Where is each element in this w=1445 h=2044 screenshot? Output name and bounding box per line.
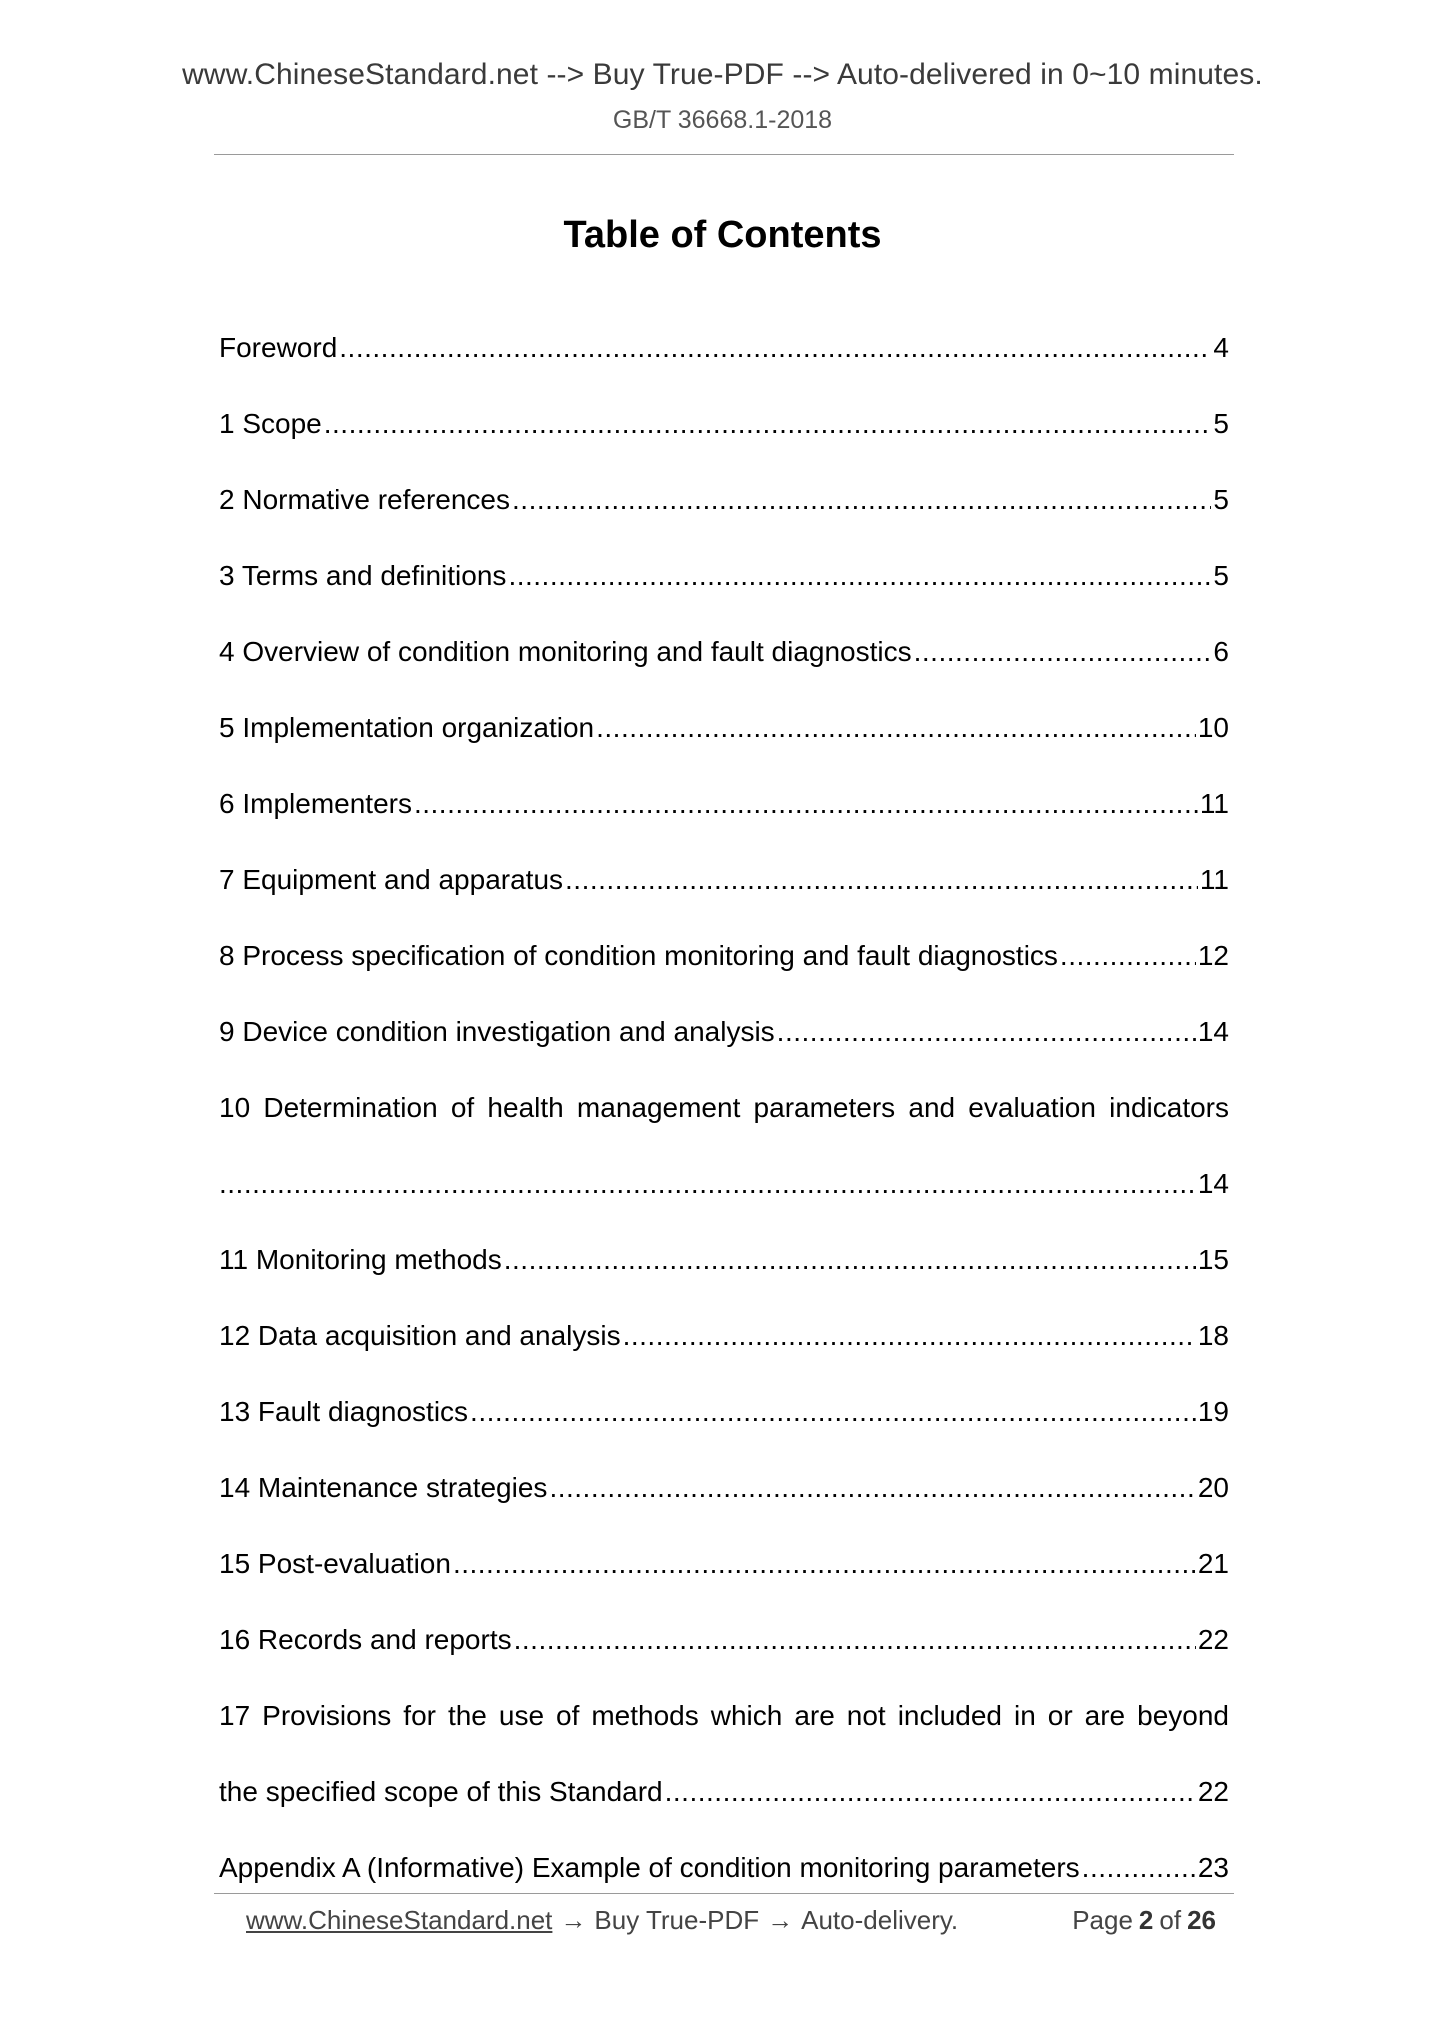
- toc-entry-provisions[interactable]: [219, 1678, 1229, 1754]
- footer-buy-text: Buy True-PDF: [594, 1904, 760, 1935]
- page-label: Page: [1072, 1904, 1133, 1935]
- header-divider: [214, 154, 1234, 155]
- toc-entry-monitoring-methods[interactable]: [219, 1222, 1229, 1298]
- toc-leader-dots: [623, 1320, 1196, 1352]
- toc-entry-title: 4 Overview of condition monitoring and fault diagnostics: [219, 636, 912, 667]
- header-banner: www.ChineseStandard.net --> Buy True-PDF --> Auto-delivered in 0~10 minutes.: [182, 58, 1263, 91]
- page-total: 26: [1187, 1904, 1216, 1935]
- toc-leader-dots: [514, 1624, 1196, 1656]
- table-of-contents: [219, 310, 1229, 1906]
- toc-entry-title: 8 Process specification of condition monitoring and fault diagnostics: [219, 940, 1058, 971]
- toc-leader-dots: [470, 1396, 1196, 1428]
- page-current: 2: [1138, 1904, 1154, 1935]
- toc-entry-terms-definitions[interactable]: [219, 538, 1229, 614]
- toc-entry-provisions-continued[interactable]: [219, 1754, 1229, 1830]
- toc-page-number: 5: [1213, 484, 1229, 515]
- footer-divider: [214, 1893, 1234, 1894]
- toc-leader-dots: [596, 712, 1196, 744]
- toc-entry-normative-references[interactable]: [219, 462, 1229, 538]
- toc-leader-dots: [549, 1472, 1195, 1504]
- toc-entry-health-management-continued[interactable]: [219, 1146, 1229, 1222]
- toc-entry-device-condition[interactable]: [219, 994, 1229, 1070]
- page-of-label: of: [1159, 1904, 1182, 1935]
- toc-entry-title: 5 Implementation organization: [219, 712, 595, 743]
- toc-entry-title: 11 Monitoring methods: [219, 1244, 502, 1275]
- toc-entry-records-reports[interactable]: [219, 1602, 1229, 1678]
- toc-page-number: 22: [1197, 1624, 1229, 1655]
- toc-page-number: 6: [1213, 636, 1229, 667]
- toc-leader-dots: [777, 1016, 1196, 1048]
- standard-number: GB/T 36668.1-2018: [612, 106, 833, 134]
- toc-entry-fault-diagnostics[interactable]: [219, 1374, 1229, 1450]
- arrow-right-icon: →: [560, 1904, 587, 1935]
- toc-leader-dots: [339, 332, 1211, 364]
- toc-leader-dots: [453, 1548, 1196, 1580]
- toc-entry-health-management[interactable]: [219, 1070, 1229, 1146]
- toc-entry-title: Foreword: [219, 332, 338, 363]
- toc-leader-dots: [414, 788, 1198, 820]
- toc-entry-implementers[interactable]: [219, 766, 1229, 842]
- toc-leader-dots: [1060, 940, 1196, 972]
- toc-entry-foreword[interactable]: [219, 310, 1229, 386]
- toc-page-number: 11: [1199, 788, 1229, 819]
- toc-page-number: 10: [1197, 712, 1229, 743]
- toc-entry-title: 6 Implementers: [219, 788, 412, 819]
- toc-entry-title: 1 Scope: [219, 408, 322, 439]
- toc-page-number: 23: [1197, 1852, 1229, 1883]
- toc-page-number: 21: [1197, 1548, 1229, 1579]
- toc-entry-title: 16 Records and reports: [219, 1624, 512, 1655]
- page-title: Table of Contents: [563, 214, 882, 256]
- toc-entry-maintenance-strategies[interactable]: [219, 1450, 1229, 1526]
- toc-entry-title: 2 Normative references: [219, 484, 511, 515]
- toc-leader-dots: [512, 484, 1211, 516]
- footer-delivery-text: Auto-delivery.: [801, 1904, 959, 1935]
- toc-entry-title: the specified scope of this Standard: [219, 1776, 663, 1807]
- toc-leader-dots: [504, 1244, 1196, 1276]
- arrow-right-icon: →: [767, 1904, 794, 1935]
- toc-page-number: 5: [1213, 560, 1229, 591]
- toc-entry-data-acquisition[interactable]: [219, 1298, 1229, 1374]
- toc-entry-title: Appendix A (Informative) Example of condition monitoring parameters: [219, 1852, 1080, 1883]
- toc-leader-dots: [665, 1776, 1196, 1808]
- toc-page-number: 20: [1197, 1472, 1229, 1503]
- page-footer: [246, 1900, 1216, 1940]
- toc-page-number: 11: [1199, 864, 1229, 895]
- page-indicator: [1066, 1905, 1216, 1936]
- toc-page-number: 4: [1213, 332, 1229, 363]
- toc-page-number: 22: [1197, 1776, 1229, 1807]
- toc-page-number: 12: [1197, 940, 1229, 971]
- toc-leader-dots: [1082, 1852, 1196, 1884]
- toc-entry-equipment[interactable]: [219, 842, 1229, 918]
- toc-entry-title: 15 Post-evaluation: [219, 1548, 451, 1579]
- toc-page-number: 15: [1197, 1244, 1229, 1275]
- toc-leader-dots: [219, 1168, 1196, 1200]
- toc-entry-title: 17 Provisions for the use of methods which are not included in or are beyond: [219, 1700, 1229, 1731]
- toc-page-number: 5: [1213, 408, 1229, 439]
- toc-entry-scope[interactable]: [219, 386, 1229, 462]
- toc-entry-overview[interactable]: [219, 614, 1229, 690]
- toc-leader-dots: [565, 864, 1198, 896]
- toc-entry-title: 12 Data acquisition and analysis: [219, 1320, 621, 1351]
- toc-entry-title: 14 Maintenance strategies: [219, 1472, 548, 1503]
- toc-leader-dots: [914, 636, 1212, 668]
- toc-entry-implementation-organization[interactable]: [219, 690, 1229, 766]
- toc-page-number: 14: [1197, 1168, 1229, 1199]
- toc-page-number: 18: [1197, 1320, 1229, 1351]
- toc-leader-dots: [324, 408, 1212, 440]
- toc-page-number: 14: [1197, 1016, 1229, 1047]
- toc-entry-title: 3 Terms and definitions: [219, 560, 507, 591]
- toc-entry-title: 10 Determination of health management parameters and evaluation indicators: [219, 1092, 1229, 1123]
- toc-entry-appendix-a[interactable]: [219, 1830, 1229, 1906]
- toc-entry-title: 9 Device condition investigation and analysis: [219, 1016, 775, 1047]
- toc-entry-title: 7 Equipment and apparatus: [219, 864, 564, 895]
- toc-entry-process-specification[interactable]: [219, 918, 1229, 994]
- toc-page-number: 19: [1197, 1396, 1229, 1427]
- toc-entry-title: 13 Fault diagnostics: [219, 1396, 469, 1427]
- footer-website-link[interactable]: www.ChineseStandard.net: [246, 1904, 553, 1935]
- toc-entry-post-evaluation[interactable]: [219, 1526, 1229, 1602]
- toc-leader-dots: [508, 560, 1211, 592]
